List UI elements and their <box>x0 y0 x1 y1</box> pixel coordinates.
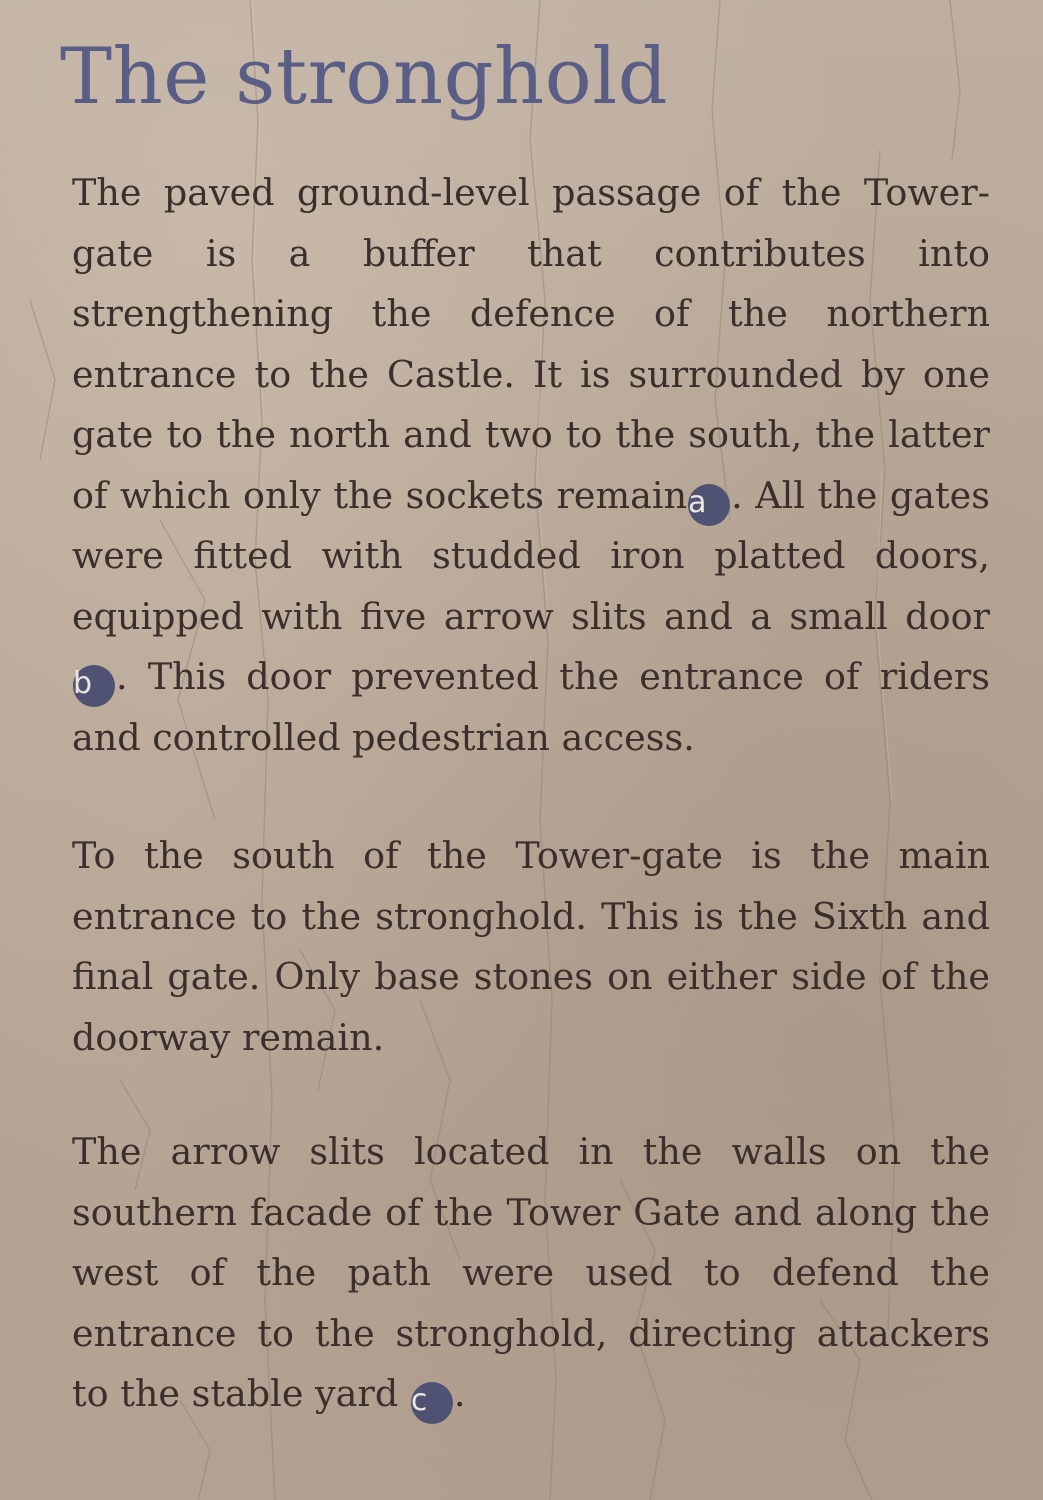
paragraph-main-entrance: To the south of the Tower-gate is the main entrance to the stronghold. This is the Sixth and final gate. Only base stones on either side of the doorway remain. <box>72 834 990 1059</box>
paragraph-passage-text-1: The paved ground-level passage of the Tower-gate is a buffer that contributes into strengthening the defence of the northern entrance to the Castle. It is surrounded by one gate to the north and two to the south, the latter of which only the sockets remain <box>72 171 990 517</box>
paragraph-arrow-slits-text-1: The arrow slits located in the walls on the southern facade of the Tower Gate and along the west of the path were used to defend the entrance to the stronghold, directing attackers to the stable yard <box>72 1130 990 1415</box>
marker-b-badge: b <box>73 665 115 707</box>
paragraph-passage-text-2: . All the gates were fitted with studded iron platted doors, equipped with five arrow slits and a small door <box>72 473 990 638</box>
paragraph-arrow-slits-text-2: . <box>453 1372 466 1415</box>
marker-c-badge: c <box>411 1382 453 1424</box>
paragraph-passage-text-3: . This door prevented the entrance of riders and controlled pedestrian access. <box>72 655 990 759</box>
paragraph-passage <box>72 163 990 768</box>
sign-title: The stronghold <box>60 32 669 122</box>
marker-a-badge: a <box>688 484 730 526</box>
paragraph-arrow-slits <box>72 1122 990 1425</box>
